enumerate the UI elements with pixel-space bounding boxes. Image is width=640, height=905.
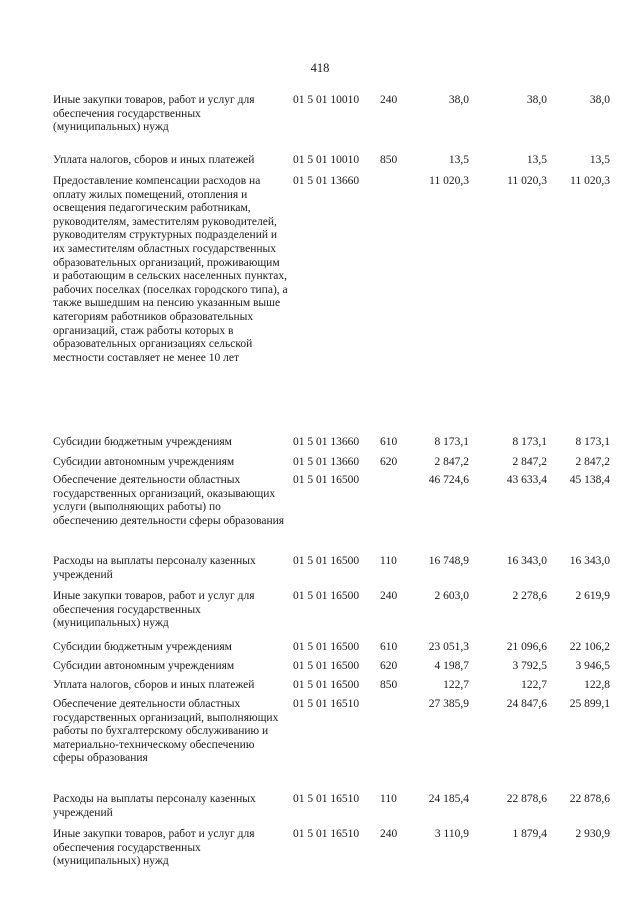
row-value-2: 8 173,1 <box>512 436 547 448</box>
row-name: Расходы на выплаты персоналу казенных учреждений <box>53 555 256 581</box>
row-value-1: 46 724,6 <box>428 474 469 486</box>
row-name: Субсидии автономным учреждениям <box>53 456 235 468</box>
row-code: 01 5 01 16510 <box>293 698 360 710</box>
table-row <box>0 474 640 555</box>
row-code: 01 5 01 10010 <box>293 154 360 166</box>
row-value-3: 45 138,4 <box>569 474 610 486</box>
row-value-3: 8 173,1 <box>575 436 610 448</box>
table-row <box>0 154 640 175</box>
row-value-1: 3 110,9 <box>434 828 469 840</box>
row-value-3: 2 930,9 <box>575 828 610 840</box>
row-value-1: 16 748,9 <box>428 555 469 567</box>
row-value-2: 2 278,6 <box>512 590 547 602</box>
row-value-1: 38,0 <box>448 94 469 106</box>
row-code: 01 5 01 16510 <box>293 793 360 805</box>
row-value-2: 24 847,6 <box>506 698 547 710</box>
row-name: Обеспечение деятельности областных государственных организаций, выполняющих работы по бухгалтерскому обслуживанию и материально-техническому обеспечению сферы образования <box>53 698 279 765</box>
row-kind: 620 <box>380 456 398 468</box>
row-value-3: 22 878,6 <box>569 793 610 805</box>
row-value-3: 2 619,9 <box>575 590 610 602</box>
row-value-3: 16 343,0 <box>569 555 610 567</box>
row-name: Уплата налогов, сборов и иных платежей <box>53 679 255 691</box>
row-name: Обеспечение деятельности областных государственных организаций, оказывающих услуги (выполняющих работы) по обеспечению деятельности сферы образования <box>53 474 285 527</box>
row-name: Уплата налогов, сборов и иных платежей <box>53 154 255 166</box>
page-number: 418 <box>310 61 330 75</box>
row-code: 01 5 01 13660 <box>293 175 360 187</box>
row-name: Субсидии автономным учреждениям <box>53 660 235 672</box>
row-value-1: 8 173,1 <box>434 436 469 448</box>
row-name: Субсидии бюджетным учреждениям <box>53 436 232 448</box>
row-kind: 240 <box>380 590 398 602</box>
table-row <box>0 436 640 456</box>
table-row <box>0 175 640 436</box>
row-kind: 620 <box>380 660 398 672</box>
row-name: Расходы на выплаты персоналу казенных учреждений <box>53 793 256 819</box>
row-kind: 240 <box>380 94 398 106</box>
row-value-2: 2 847,2 <box>512 456 547 468</box>
row-value-3: 25 899,1 <box>569 698 610 710</box>
row-value-3: 13,5 <box>589 154 610 166</box>
row-kind: 850 <box>380 154 398 166</box>
row-value-1: 2 847,2 <box>434 456 469 468</box>
row-name: Иные закупки товаров, работ и услуг для обеспечения государственных (муниципальных) нужд <box>53 590 255 630</box>
row-value-1: 27 385,9 <box>428 698 469 710</box>
row-value-1: 2 603,0 <box>434 590 469 602</box>
row-code: 01 5 01 16500 <box>293 590 360 602</box>
row-value-3: 22 106,2 <box>569 641 610 653</box>
row-value-2: 16 343,0 <box>506 555 547 567</box>
row-value-3: 38,0 <box>589 94 610 106</box>
budget-table <box>0 94 640 878</box>
row-value-2: 3 792,5 <box>512 660 547 672</box>
table-row <box>0 698 640 793</box>
row-value-1: 23 051,3 <box>428 641 469 653</box>
table-row <box>0 793 640 828</box>
row-kind: 610 <box>380 641 398 653</box>
table-row <box>0 590 640 641</box>
row-name: Предоставление компенсации расходов на оплату жилых помещений, отопления и освещения педагогическим работникам, руководителям, заместителям руководителей, руководителям структурных подразделений и их заместителям областных государственных образовательных организаций, проживающим и работающим в сельских населенных пунктах, рабочих поселках (поселках городского типа), а также вышедшим на пенсию указанным выше категориям работников образовательных организаций, стаж работы которых в образовательных организациях сельской местности составляет не менее 10 лет <box>53 175 288 364</box>
row-value-2: 38,0 <box>526 94 547 106</box>
row-name: Иные закупки товаров, работ и услуг для обеспечения государственных (муниципальных) нужд <box>53 94 255 134</box>
row-value-1: 11 020,3 <box>429 175 469 187</box>
row-kind: 610 <box>380 436 398 448</box>
row-code: 01 5 01 16500 <box>293 555 360 567</box>
table-row <box>0 94 640 154</box>
row-value-1: 4 198,7 <box>434 660 469 672</box>
table-row <box>0 660 640 679</box>
row-value-3: 3 946,5 <box>575 660 610 672</box>
row-value-3: 2 847,2 <box>575 456 610 468</box>
row-value-3: 11 020,3 <box>570 175 610 187</box>
row-code: 01 5 01 16510 <box>293 828 360 840</box>
row-kind: 850 <box>380 679 398 691</box>
row-value-2: 22 878,6 <box>506 793 547 805</box>
row-name: Иные закупки товаров, работ и услуг для обеспечения государственных (муниципальных) нужд <box>53 828 255 868</box>
row-code: 01 5 01 16500 <box>293 641 360 653</box>
row-code: 01 5 01 13660 <box>293 456 360 468</box>
row-value-1: 24 185,4 <box>428 793 469 805</box>
row-name: Субсидии бюджетным учреждениям <box>53 641 232 653</box>
table-row <box>0 828 640 878</box>
row-value-2: 13,5 <box>526 154 547 166</box>
row-value-2: 21 096,6 <box>506 641 547 653</box>
row-value-2: 43 633,4 <box>506 474 547 486</box>
table-row <box>0 555 640 590</box>
row-value-2: 11 020,3 <box>507 175 547 187</box>
row-kind: 110 <box>380 793 397 805</box>
row-code: 01 5 01 16500 <box>293 474 360 486</box>
row-kind: 240 <box>380 828 398 840</box>
row-value-3: 122,8 <box>584 679 610 691</box>
row-value-1: 13,5 <box>448 154 469 166</box>
table-row <box>0 641 640 660</box>
row-value-2: 1 879,4 <box>512 828 547 840</box>
row-code: 01 5 01 16500 <box>293 660 360 672</box>
row-kind: 110 <box>380 555 397 567</box>
table-row <box>0 679 640 698</box>
row-code: 01 5 01 10010 <box>293 94 360 106</box>
row-value-1: 122,7 <box>443 679 469 691</box>
row-value-2: 122,7 <box>521 679 547 691</box>
row-code: 01 5 01 16500 <box>293 679 360 691</box>
row-code: 01 5 01 13660 <box>293 436 360 448</box>
table-row <box>0 456 640 474</box>
